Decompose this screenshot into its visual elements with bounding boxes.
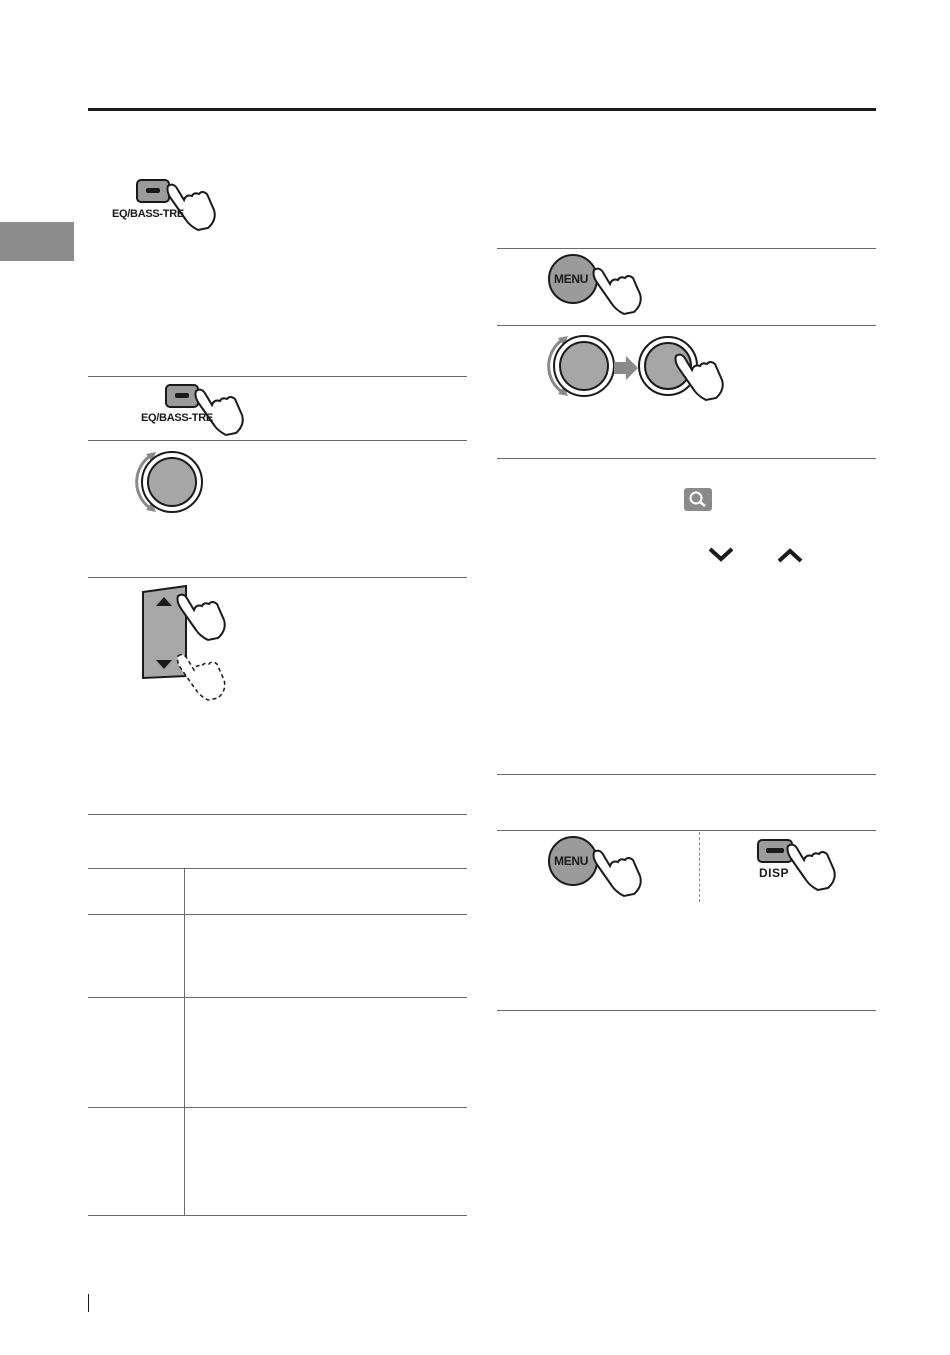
hand-press-icon bbox=[164, 182, 220, 232]
divider bbox=[497, 1010, 876, 1011]
table-bottom-rule bbox=[88, 1215, 467, 1216]
arrow-right-icon bbox=[614, 356, 640, 380]
hand-press-icon bbox=[672, 352, 728, 402]
hand-press-icon bbox=[784, 842, 840, 892]
dial-knob-icon[interactable] bbox=[134, 446, 206, 518]
eq-button-label: EQ/BASS-TRE bbox=[112, 208, 184, 220]
hand-press-icon bbox=[590, 848, 646, 898]
table-top-rule bbox=[88, 814, 467, 815]
menu-button-label: MENU bbox=[554, 272, 589, 286]
up-down-rocker-icon[interactable] bbox=[142, 584, 232, 702]
divider bbox=[497, 774, 876, 775]
divider bbox=[497, 458, 876, 459]
divider bbox=[497, 325, 876, 326]
chevron-down-icon bbox=[708, 546, 736, 564]
search-magnifier-icon bbox=[684, 488, 712, 512]
divider bbox=[497, 248, 876, 249]
disp-button-label: DISP bbox=[759, 866, 790, 880]
eq-button-label: EQ/BASS-TRE bbox=[141, 412, 213, 424]
menu-button-label: MENU bbox=[554, 854, 589, 868]
chevron-up-icon bbox=[777, 546, 805, 564]
section-tab bbox=[0, 222, 74, 261]
table-row-rule bbox=[88, 914, 467, 915]
dial-knob-icon[interactable] bbox=[546, 330, 618, 402]
divider bbox=[88, 376, 467, 377]
divider bbox=[88, 577, 467, 578]
hand-press-icon bbox=[590, 266, 646, 316]
table-row-rule bbox=[88, 997, 467, 998]
divider bbox=[497, 830, 876, 831]
table-header-rule bbox=[88, 868, 467, 869]
dashed-separator bbox=[699, 832, 700, 902]
table-row-rule bbox=[88, 1107, 467, 1108]
table-column-divider bbox=[184, 868, 185, 1215]
page-number-marker bbox=[88, 1294, 89, 1312]
divider bbox=[88, 440, 467, 441]
header-rule bbox=[88, 108, 876, 111]
